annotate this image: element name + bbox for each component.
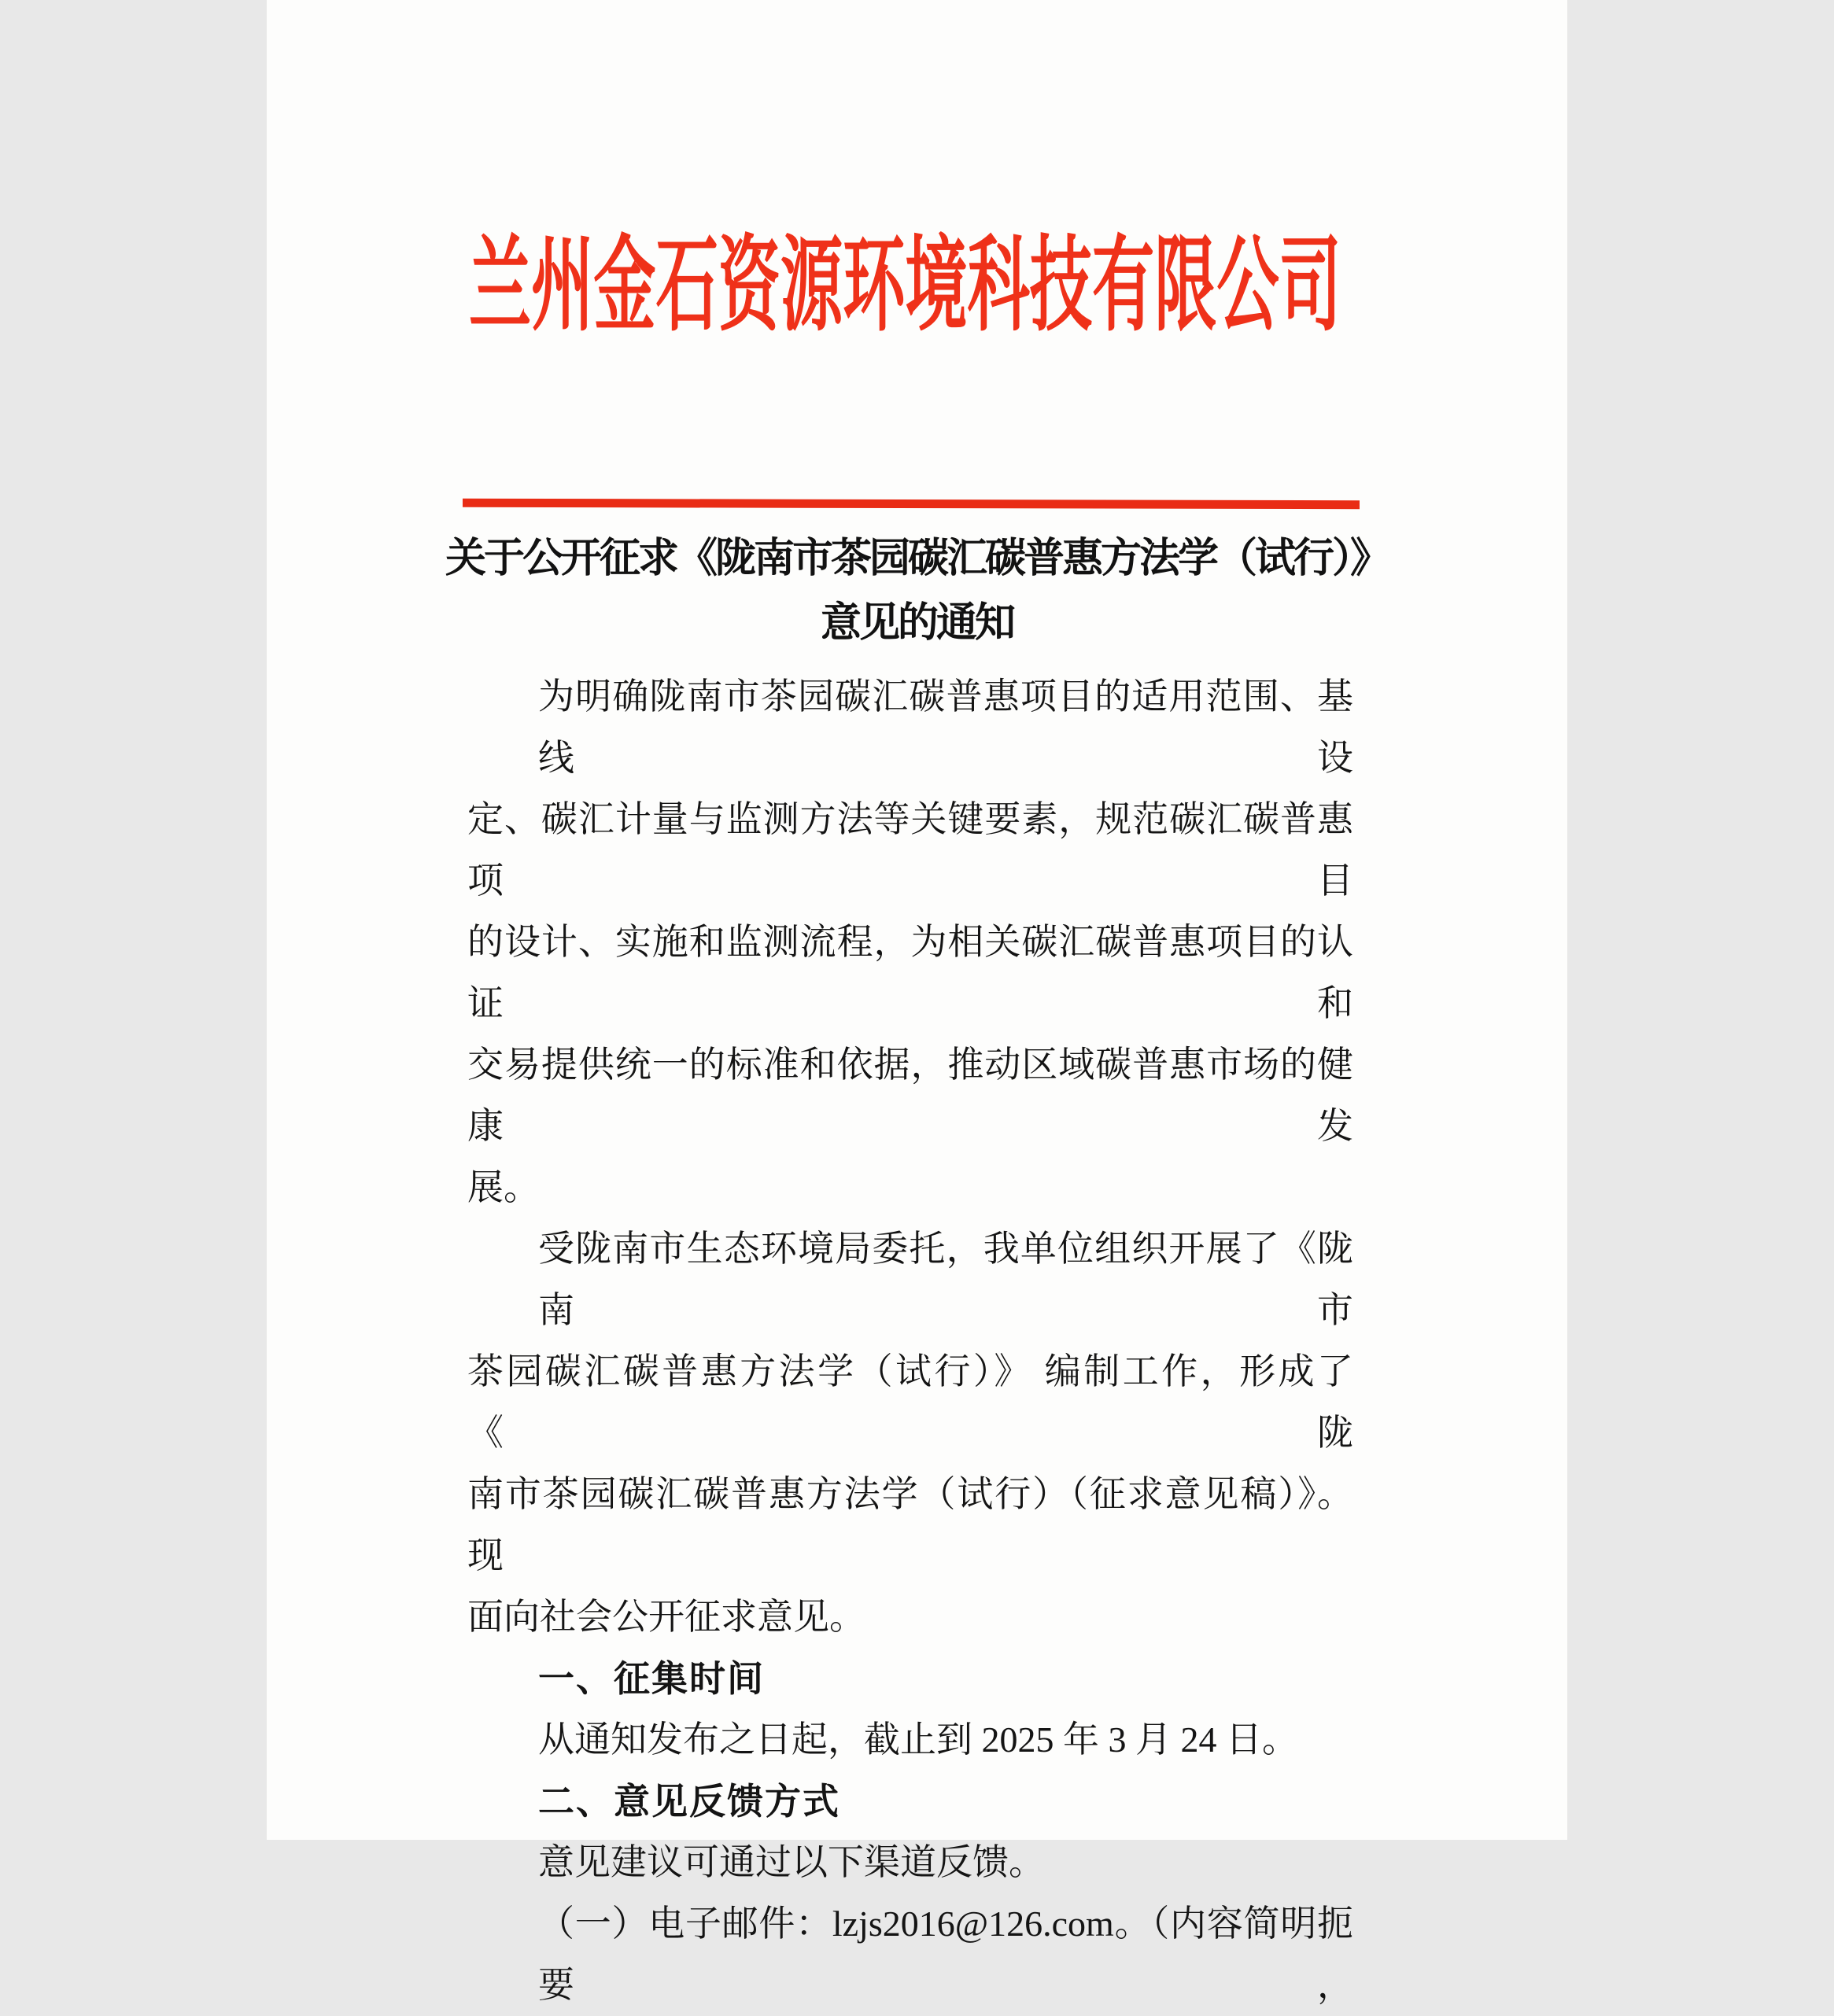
notice-title-line2: 意见的通知: [820, 601, 1013, 646]
company-name: 兰州金石资源环境科技有限公司: [469, 228, 1341, 344]
body-line-deadline: 从通知发布之日起，截止到 2025 年 3 月 24 日。: [538, 1719, 1298, 1760]
body-line-email: （一）电子邮件：lzjs2016@126.com。（内容简明扼要，: [538, 1904, 1353, 2005]
notice-title: [267, 527, 1567, 656]
letterhead: [469, 228, 1834, 344]
notice-title-line1: 关于公开征求《陇南市茶园碳汇碳普惠方法学（试行）》: [445, 536, 1389, 581]
section-heading-feedback-method: 二、意见反馈方式: [538, 1781, 840, 1822]
body-line: 交易提供统一的标准和依据，推动区域碳普惠市场的健康发: [467, 1045, 1353, 1146]
body-line: 的设计、实施和监测流程，为相关碳汇碳普惠项目的认证和: [467, 922, 1353, 1023]
body-line: 南市茶园碳汇碳普惠方法学（试行）（征求意见稿）》。现: [467, 1474, 1353, 1576]
letterhead-divider-rule: [463, 499, 1360, 509]
body-line: 意见建议可通过以下渠道反馈。: [538, 1842, 1045, 1882]
body-line: 展。: [467, 1167, 540, 1207]
body-line: 定、碳汇计量与监测方法等关键要素，规范碳汇碳普惠项目: [467, 799, 1353, 901]
body-line: 茶园碳汇碳普惠方法学（试行）》 编制工作，形成了《陇: [467, 1351, 1353, 1453]
body-line: 为明确陇南市茶园碳汇碳普惠项目的适用范围、基线设: [538, 676, 1353, 778]
notice-body: [467, 666, 1353, 2016]
body-line: 受陇南市生态环境局委托，我单位组织开展了《陇南市: [538, 1229, 1353, 1330]
body-line: 面向社会公开征求意见。: [467, 1597, 865, 1637]
section-heading-collection-time: 一、征集时间: [538, 1658, 765, 1699]
scanned-notice-page: [267, 0, 1567, 2005]
